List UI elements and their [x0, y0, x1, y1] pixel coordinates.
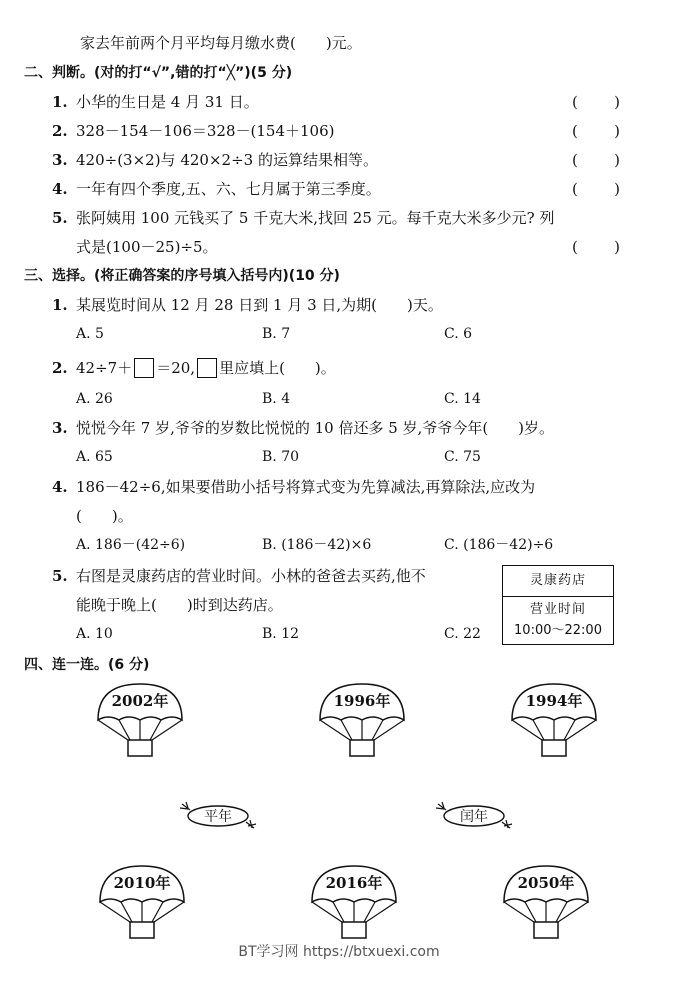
paren-open: ( [572, 151, 578, 169]
judge-item-text-continued: 式是(100－25)÷5。 [76, 238, 218, 256]
judge-item-number: 4. [52, 180, 68, 198]
option-a[interactable]: A. 186－(42÷6) [76, 537, 186, 553]
choice-question-text [76, 358, 336, 378]
year-label: 2002年 [111, 692, 169, 710]
judge-item-text: 一年有四个季度,五、六、七月属于第三季度。 [76, 180, 381, 198]
paren-close: ) [614, 93, 620, 111]
choice-question-number: 4. [52, 478, 68, 496]
question-tail: 里应填上( )。 [219, 359, 336, 377]
parachute-2002[interactable] [90, 682, 190, 758]
judge-item-number: 1. [52, 93, 68, 111]
equation-left: 42÷7＋ [76, 359, 133, 377]
answer-parentheses[interactable] [572, 92, 620, 112]
tag-label: 闰年 [460, 809, 488, 825]
year-label: 2016年 [325, 874, 383, 892]
judge-item-number: 5. [52, 209, 68, 227]
judge-item-text: 420÷(3×2)与 420×2÷3 的运算结果相等。 [76, 151, 378, 169]
parachute-1994[interactable] [504, 682, 604, 758]
option-c[interactable]: C. 14 [444, 391, 481, 407]
answer-parentheses[interactable] [572, 150, 620, 170]
option-b[interactable]: B. (186－42)×6 [262, 537, 372, 553]
section-3-title: 三、选择。(将正确答案的序号填入括号内)(10 分) [24, 268, 340, 284]
paren-close: ) [614, 238, 620, 256]
option-c[interactable]: C. 75 [444, 449, 481, 465]
option-c[interactable]: C. 22 [444, 626, 481, 642]
parachute-2050[interactable] [496, 864, 596, 940]
section-2-title: 二、判断。(对的打“√”,错的打“╳”)(5 分) [24, 65, 293, 81]
option-b[interactable]: B. 12 [262, 626, 300, 642]
tag-leap-year[interactable] [434, 800, 514, 830]
hours-value: 10:00～22:00 [514, 623, 602, 638]
continued-question-text: 家去年前两个月平均每月缴水费( )元。 [80, 34, 362, 52]
choice-question-text-continued: ( )。 [76, 507, 133, 525]
option-a[interactable]: A. 26 [76, 391, 113, 407]
section-4-title: 四、连一连。(6 分) [24, 657, 150, 673]
parachute-2016[interactable] [304, 864, 404, 940]
blank-box[interactable] [134, 358, 154, 378]
paren-open: ( [572, 122, 578, 140]
hours-label: 营业时间 [529, 602, 586, 617]
option-c[interactable]: C. (186－42)÷6 [444, 537, 554, 553]
option-b[interactable]: B. 70 [262, 449, 300, 465]
option-c[interactable]: C. 6 [444, 326, 473, 342]
choice-question-number: 5. [52, 567, 68, 585]
year-label: 1994年 [525, 692, 583, 710]
judge-item-text: 张阿姨用 100 元钱买了 5 千克大米,找回 25 元。每千克大米多少元? 列 [76, 209, 555, 227]
tag-common-year[interactable] [178, 800, 258, 830]
answer-parentheses[interactable] [572, 179, 620, 199]
choice-question-number: 2. [52, 359, 68, 377]
judge-item-text: 328－154－106＝328－(154＋106) [76, 122, 335, 140]
option-a[interactable]: A. 5 [76, 326, 104, 342]
choice-question-number: 3. [52, 419, 68, 437]
equation-right: ＝20, [156, 359, 196, 377]
answer-parentheses[interactable] [572, 237, 620, 257]
option-a[interactable]: A. 10 [76, 626, 113, 642]
choice-question-text: 悦悦今年 7 岁,爷爷的岁数比悦悦的 10 倍还多 5 岁,爷爷今年( )岁。 [76, 419, 555, 437]
pharmacy-name: 灵康药店 [503, 566, 613, 597]
tag-label: 平年 [204, 809, 232, 825]
paren-open: ( [572, 93, 578, 111]
option-b[interactable]: B. 7 [262, 326, 291, 342]
option-b[interactable]: B. 4 [262, 391, 291, 407]
parachute-2010[interactable] [92, 864, 192, 940]
parachute-1996[interactable] [312, 682, 412, 758]
paren-close: ) [614, 180, 620, 198]
judge-item-number: 2. [52, 122, 68, 140]
answer-parentheses[interactable] [572, 121, 620, 141]
paren-open: ( [572, 180, 578, 198]
option-a[interactable]: A. 65 [76, 449, 113, 465]
judge-item-number: 3. [52, 151, 68, 169]
pharmacy-hours-sign [502, 565, 614, 645]
choice-question-text: 右图是灵康药店的营业时间。小林的爸爸去买药,他不 [76, 567, 426, 585]
blank-box[interactable] [197, 358, 217, 378]
choice-question-number: 1. [52, 296, 68, 314]
choice-question-text: 186－42÷6,如果要借助小括号将算式变为先算减法,再算除法,应改为 [76, 478, 536, 496]
year-label: 1996年 [333, 692, 391, 710]
year-label: 2010年 [113, 874, 171, 892]
footer-watermark: BT学习网 https://btxuexi.com [238, 944, 440, 960]
judge-item-text: 小华的生日是 4 月 31 日。 [76, 93, 259, 111]
choice-question-text-continued: 能晚于晚上( )时到达药店。 [76, 596, 283, 614]
paren-open: ( [572, 238, 578, 256]
paren-close: ) [614, 151, 620, 169]
choice-question-text: 某展览时间从 12 月 28 日到 1 月 3 日,为期( )天。 [76, 296, 443, 314]
paren-close: ) [614, 122, 620, 140]
year-label: 2050年 [517, 874, 575, 892]
